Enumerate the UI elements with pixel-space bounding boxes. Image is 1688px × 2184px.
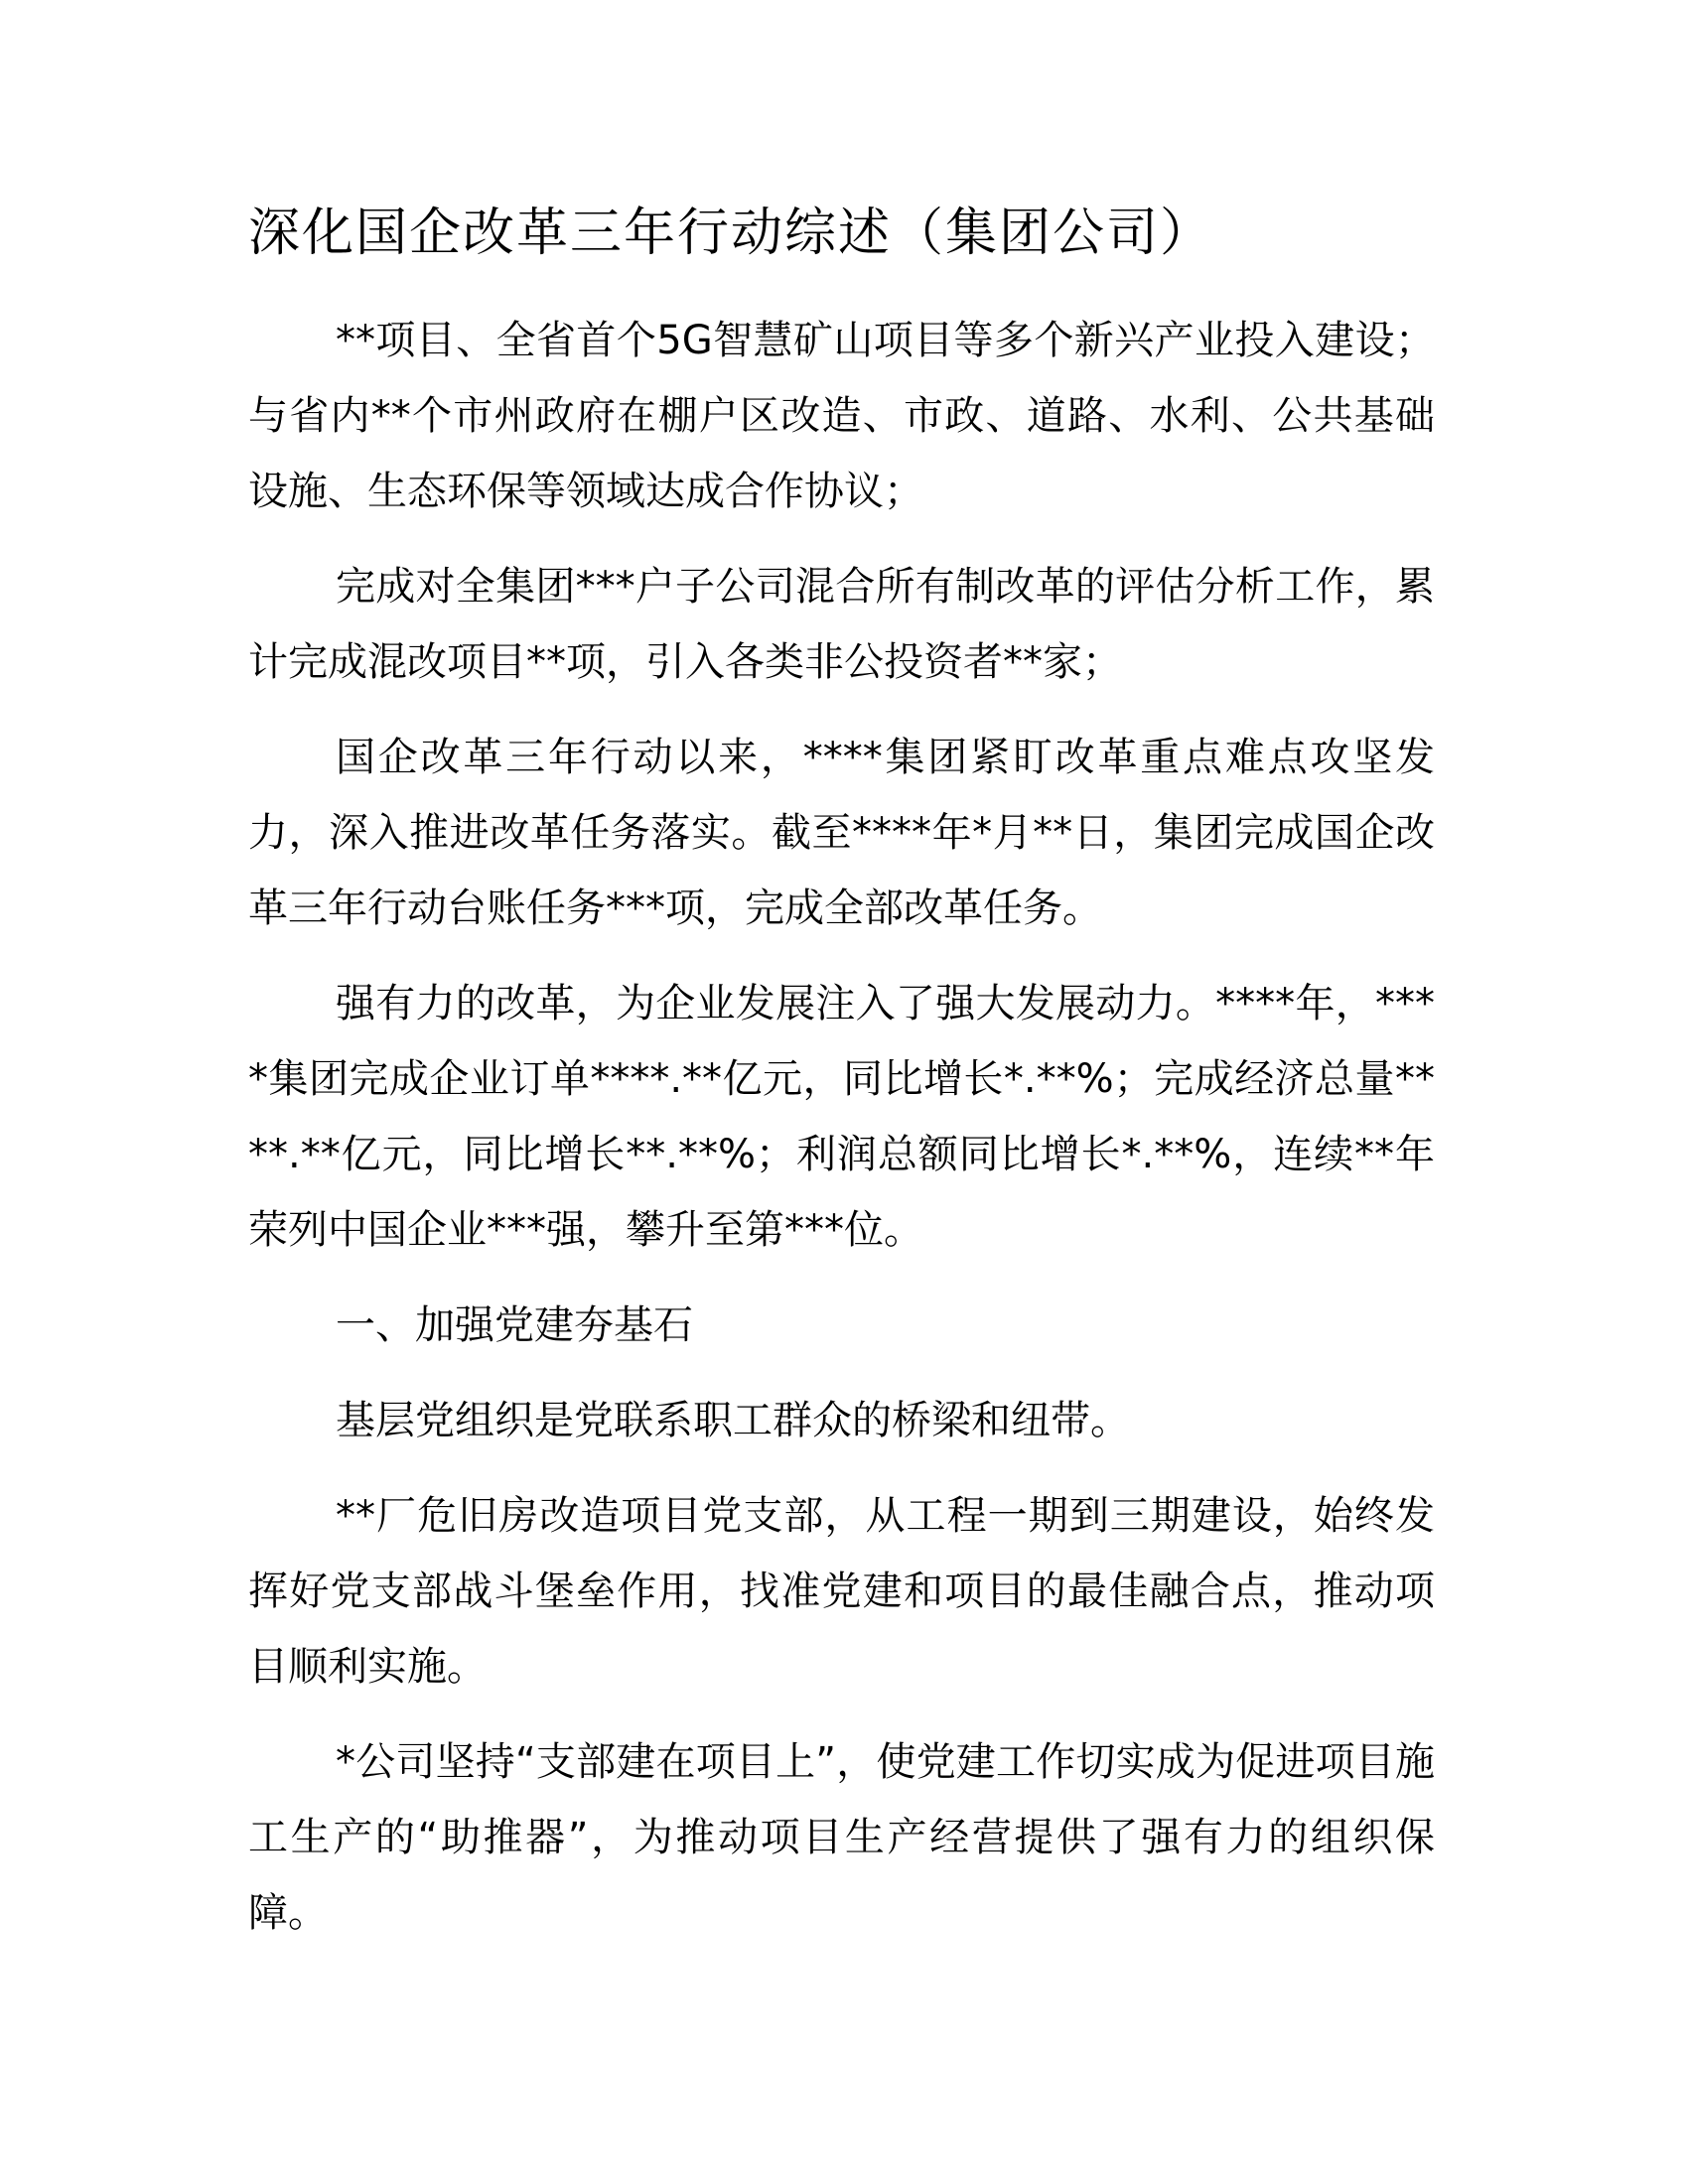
document-body <box>248 303 1435 1971</box>
paragraph-mixed-ownership-reform: 完成对全集团***户子公司混合所有制改革的评估分析工作，累计完成混改项目**项，引入各类非公投资者**家； <box>248 564 1435 685</box>
paragraph-branch-on-project: *公司坚持“支部建在项目上”，使党建工作切实成为促进项目施工生产的“助推器”，为推动项目生产经营提供了强有力的组织保障。 <box>248 1739 1435 1936</box>
paragraph-reform-progress: 国企改革三年行动以来，****集团紧盯改革重点难点攻坚发力，深入推进改革任务落实。截至****年*月**日，集团完成国企改革三年行动台账任务***项，完成全部改革任务。 <box>248 735 1435 931</box>
section-heading-party-building: 一、加强党建夯基石 <box>336 1302 693 1348</box>
document-title: 深化国企改革三年行动综述（集团公司） <box>248 204 1214 263</box>
paragraph-new-industry-projects: **项目、全省首个5G智慧矿山项目等多个新兴产业投入建设；与省内**个市州政府在棚户区改造、市政、道路、水利、公共基础设施、生态环保等领域达成合作协议； <box>248 318 1435 514</box>
paragraph-business-results: 强有力的改革，为企业发展注入了强大发展动力。****年，****集团完成企业订单****.**亿元，同比增长*.**%；完成经济总量****.**亿元，同比增长**.**%；利润总额同比增长*.**%，连续**年荣列中国企业***强，攀升至第***位。 <box>248 981 1435 1253</box>
paragraph-renovation-project-branch: **厂危旧房改造项目党支部，从工程一期到三期建设，始终发挥好党支部战斗堡垒作用，找准党建和项目的最佳融合点，推动项目顺利实施。 <box>248 1493 1435 1690</box>
paragraph-grassroots-organization: 基层党组织是党联系职工群众的桥梁和纽带。 <box>336 1398 1130 1443</box>
